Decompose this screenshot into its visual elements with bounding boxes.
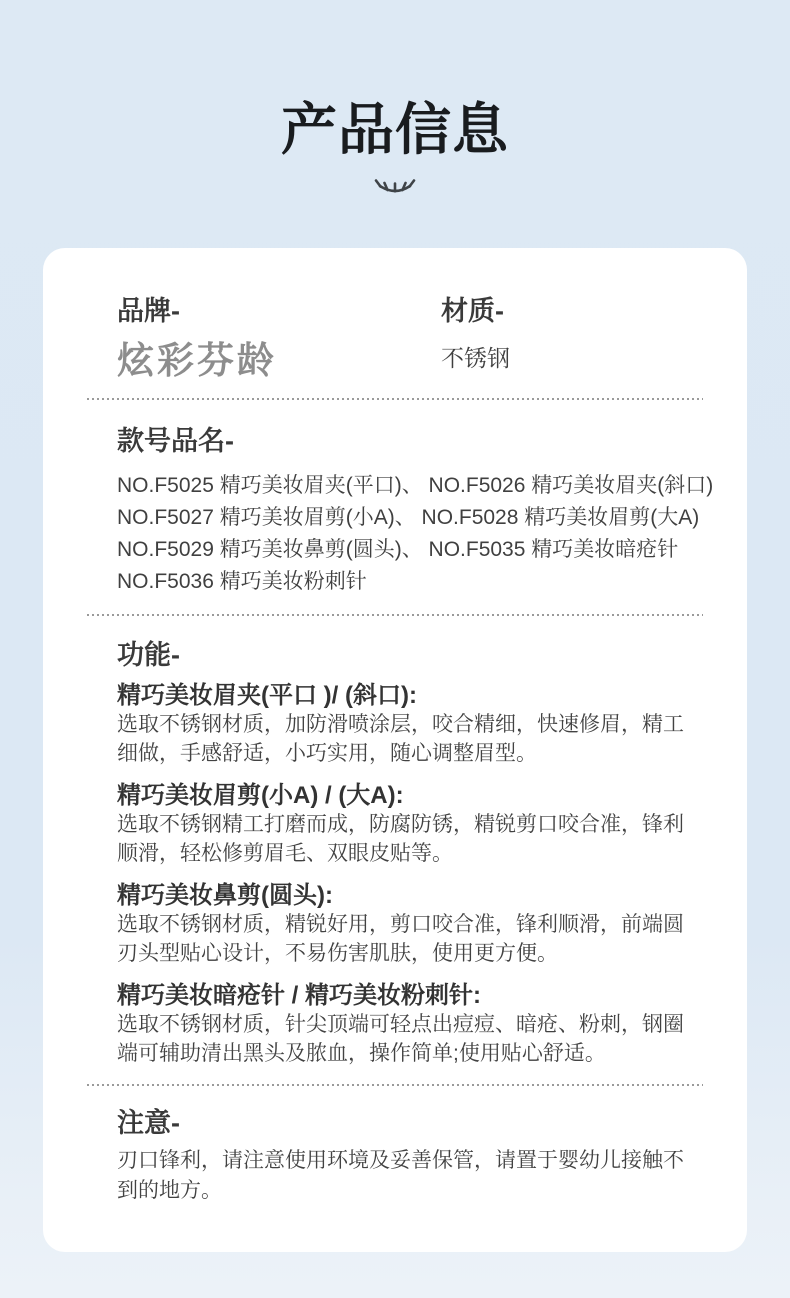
- feature-list: [117, 682, 703, 1068]
- dotted-divider: [87, 614, 703, 616]
- brand-column: [117, 294, 441, 382]
- feature-title: 精巧美妆眉夹(平口 )/ (斜口):: [117, 682, 417, 710]
- feature-description: 选取不锈钢材质，针尖顶端可轻点出痘痘、暗疮、粉刺，钢圈端可辅助清出黑头及脓血，操作简单;使用贴心舒适。: [117, 1013, 684, 1066]
- brand-label: 品牌-: [117, 296, 180, 327]
- feature-item: [117, 982, 703, 1068]
- eyelash-icon-wrap: [0, 176, 790, 200]
- brand-logo-text: 炫彩芬龄: [117, 340, 277, 382]
- models-section: [87, 424, 714, 598]
- models-heading: 款号品名-: [117, 426, 234, 457]
- material-value: 不锈钢: [441, 345, 510, 372]
- notice-heading: 注意-: [117, 1108, 180, 1139]
- product-info-card: [43, 248, 747, 1252]
- material-column: [441, 294, 703, 382]
- model-line: NO.F5027 精巧美妆眉剪(小A)、 NO.F5028 精巧美妆眉剪(大A): [117, 506, 700, 530]
- dotted-divider: [87, 1084, 703, 1086]
- features-heading: 功能-: [117, 640, 180, 671]
- material-label: 材质-: [441, 296, 504, 327]
- feature-title: 精巧美妆眉剪(小A) / (大A):: [117, 782, 404, 810]
- brand-material-section: [87, 294, 703, 382]
- model-line: NO.F5029 精巧美妆鼻剪(圆头)、 NO.F5035 精巧美妆暗疮针: [117, 538, 679, 562]
- feature-item: [117, 682, 703, 768]
- features-section: [87, 638, 703, 1068]
- feature-item: [117, 782, 703, 868]
- model-line: NO.F5036 精巧美妆粉刺针: [117, 570, 367, 594]
- feature-description: 选取不锈钢精工打磨而成，防腐防锈，精锐剪口咬合准，锋利顺滑，轻松修剪眉毛、双眼皮贴等。: [117, 813, 684, 866]
- feature-description: 选取不锈钢材质，加防滑喷涂层，咬合精细，快速修眉，精工细做，手感舒适，小巧实用，随心调整眉型。: [117, 713, 684, 766]
- closed-eyelash-icon: [374, 176, 416, 200]
- model-line: NO.F5025 精巧美妆眉夹(平口)、 NO.F5026 精巧美妆眉夹(斜口): [117, 474, 714, 498]
- feature-title: 精巧美妆鼻剪(圆头):: [117, 882, 333, 910]
- feature-description: 选取不锈钢材质，精锐好用，剪口咬合准，锋利顺滑，前端圆刃头型贴心设计，不易伤害肌肤，使用更方便。: [117, 913, 684, 966]
- feature-item: [117, 882, 703, 968]
- hero-header: [0, 0, 790, 200]
- page-title: 产品信息: [281, 98, 509, 161]
- notice-section: [87, 1106, 703, 1206]
- feature-title: 精巧美妆暗疮针 / 精巧美妆粉刺针:: [117, 982, 481, 1010]
- dotted-divider: [87, 398, 703, 400]
- model-list: [117, 470, 714, 598]
- notice-text: 刃口锋利，请注意使用环境及妥善保管，请置于婴幼儿接触不到的地方。: [117, 1149, 684, 1203]
